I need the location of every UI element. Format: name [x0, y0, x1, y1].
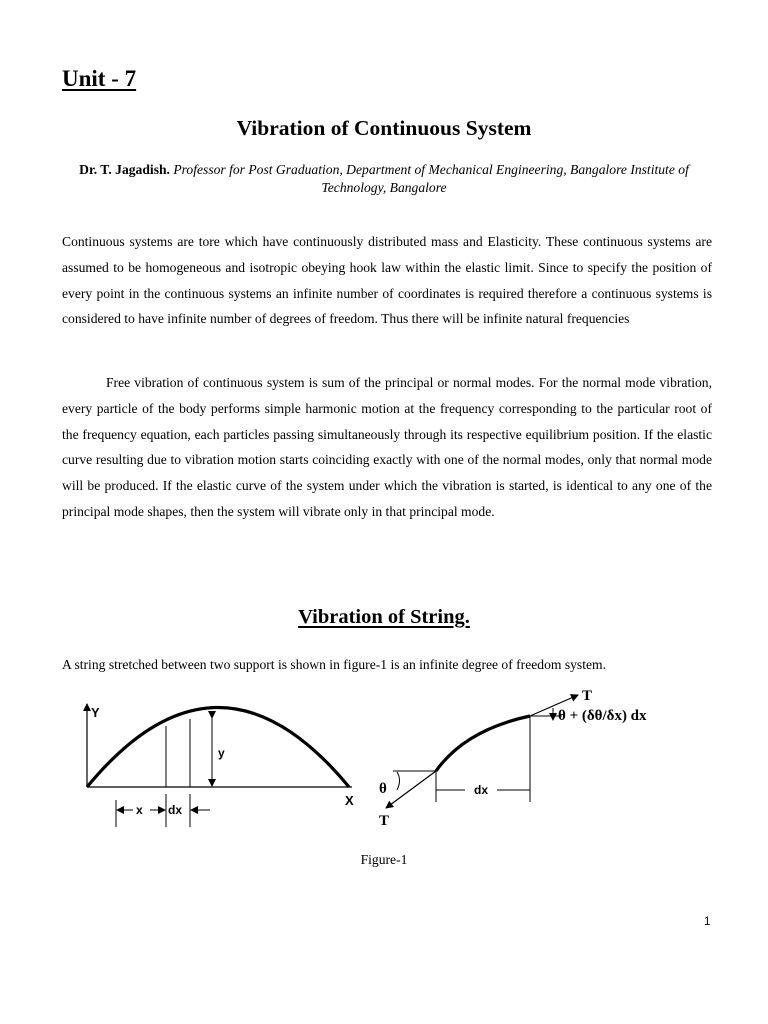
bottom-angle-arc — [397, 772, 400, 790]
tension-bottom-label: T — [379, 813, 390, 829]
string-element-curve — [436, 716, 530, 771]
dx-dimension-label: dx — [168, 803, 183, 817]
author-affiliation: Professor for Post Graduation, Department of Mechanical Engineering, Bangalore Institute of Technology, Bangalore — [173, 162, 689, 195]
paragraph-intro: Continuous systems are tore which have continuously distributed mass and Elasticity. These continuous systems are assumed to be homogeneous and isotropic obeying hook law within the elastic limit. Since to specify the position of every point in the continuous systems an infinite number of coordinates is required therefore a continuous systems is considered to have infinite number of degrees of freedom. Thus there will be infinite natural frequencies — [62, 234, 712, 327]
x-axis-label: X — [345, 793, 354, 808]
unit-heading: Unit - 7 — [62, 66, 137, 91]
author-name: Dr. T. Jagadish. — [79, 162, 170, 177]
figure-1-diagram — [0, 690, 768, 840]
top-angle-label: θ + (δθ/δx) dx — [558, 708, 647, 724]
y-dimension-label: y — [218, 746, 225, 760]
figure-caption: Figure-1 — [360, 852, 408, 867]
paragraph-free-vibration: Free vibration of continuous system is sum of the principal or normal modes. For the normal mode vibration, every particle of the body performs simple harmonic motion at the frequency corresponding to the particular root of the frequency equation, each particles passing simultaneously through its respective equilibrium position. If the elastic curve resulting due to vibration motion starts coinciding exactly with one of the normal modes, only that normal mode will be produced. If the elastic curve of the system under which the vibration is started, is identical to any one of the principal mode shapes, then the system will vibrate only in that principal mode. — [62, 375, 712, 519]
string-element-force-diagram — [379, 690, 647, 829]
page-number: 1 — [704, 916, 711, 928]
tension-top-label: T — [582, 690, 593, 704]
tension-bottom-arrow — [386, 771, 436, 808]
y-axis-label: Y — [91, 705, 100, 720]
page-title: Vibration of Continuous System — [236, 116, 532, 140]
theta-label: θ — [379, 781, 387, 797]
x-dimension-label: x — [136, 803, 143, 817]
section-heading: Vibration of String. — [298, 606, 470, 628]
author-line — [70, 161, 698, 197]
section-paragraph: A string stretched between two support is shown in figure-1 is an infinite degree of freedom system. — [62, 657, 607, 672]
string-displacement-diagram — [87, 704, 354, 827]
dx-label-right: dx — [474, 783, 489, 797]
